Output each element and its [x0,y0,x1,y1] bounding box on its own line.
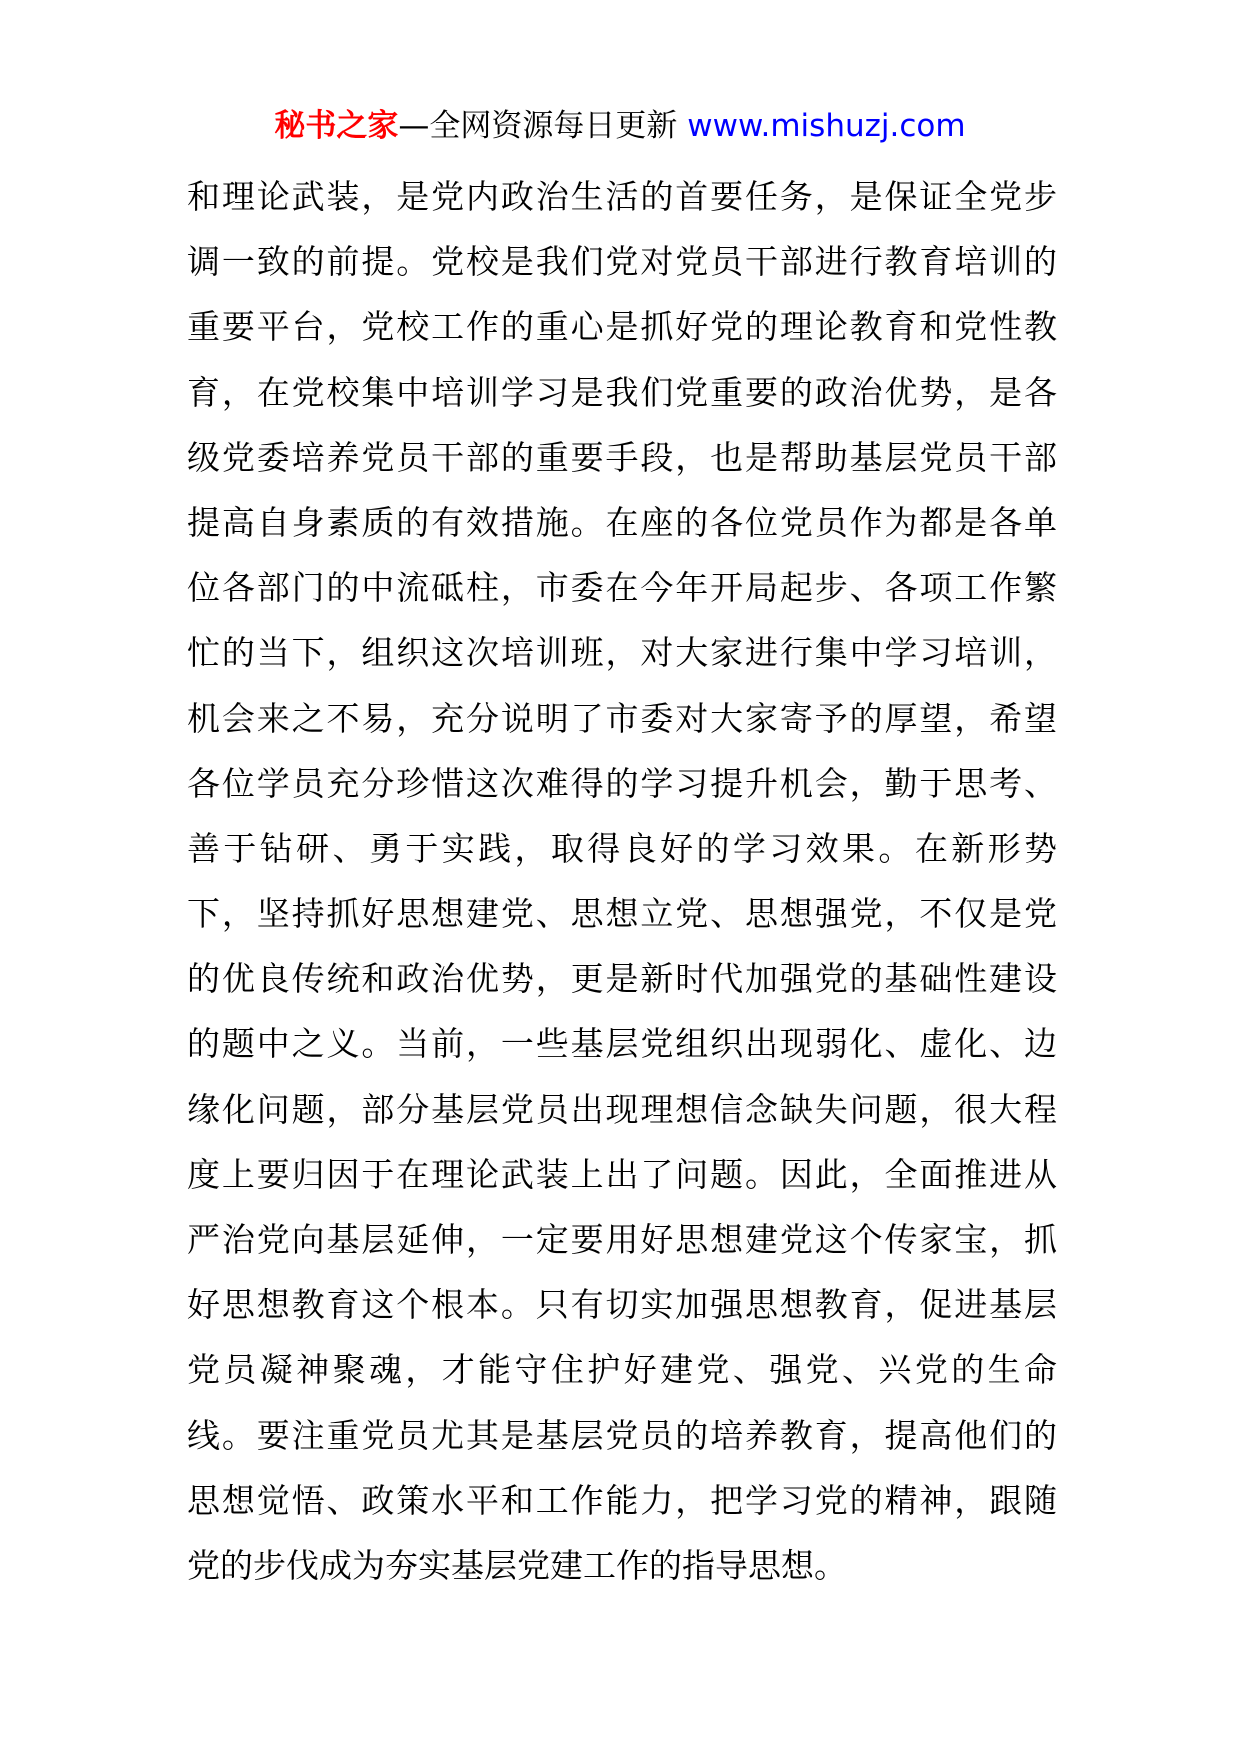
text-line: 好思想教育这个根本。只有切实加强思想教育，促进基层 [187,1285,1057,1325]
text-line: 度上要归因于在理论武装上出了问题。因此，全面推进从 [187,1154,1057,1194]
text-line: 机会来之不易，充分说明了市委对大家寄予的厚望，希望 [187,698,1057,738]
text-line: 调一致的前提。党校是我们党对党员干部进行教育培训的 [187,242,1057,282]
text-line: 忙的当下，组织这次培训班，对大家进行集中学习培训， [187,633,1057,673]
text-line: 各位学员充分珍惜这次难得的学习提升机会，勤于思考、 [187,763,1057,803]
text-line: 缘化问题，部分基层党员出现理想信念缺失问题，很大程 [187,1089,1057,1129]
site-url: www.mishuzj.com [687,108,966,144]
text-line: 下，坚持抓好思想建党、思想立党、思想强党，不仅是党 [187,894,1057,934]
text-line: 严治党向基层延伸，一定要用好思想建党这个传家宝，抓 [187,1220,1057,1259]
text-line: 位各部门的中流砥柱，市委在今年开局起步、各项工作繁 [187,568,1057,608]
body-text [187,164,1057,1598]
text-line: 级党委培养党员干部的重要手段，也是帮助基层党员干部 [187,437,1057,477]
text-line: 党员凝神聚魂，才能守住护好建党、强党、兴党的生命 [187,1350,1057,1390]
text-line: 和理论武装，是党内政治生活的首要任务，是保证全党步 [187,177,1057,216]
text-line: 的优良传统和政治优势，更是新时代加强党的基础性建设 [187,959,1057,999]
text-line: 善于钻研、勇于实践，取得良好的学习效果。在新形势 [187,828,1057,868]
text-line: 的题中之义。当前，一些基层党组织出现弱化、虚化、边 [187,1024,1057,1064]
text-line: 育，在党校集中培训学习是我们党重要的政治优势，是各 [187,372,1057,412]
text-line: 思想觉悟、政策水平和工作能力，把学习党的精神，跟随 [187,1480,1057,1520]
site-tagline: —全网资源每日更新 [398,108,678,144]
text-line: 重要平台，党校工作的重心是抓好党的理论教育和党性教 [187,307,1057,347]
page-header [0,104,1240,148]
text-line: 线。要注重党员尤其是基层党员的培养教育，提高他们的 [187,1415,1057,1455]
site-brand: 秘书之家 [274,108,399,144]
text-line: 提高自身素质的有效措施。在座的各位党员作为都是各单 [187,502,1057,542]
text-line: 党的步伐成为夯实基层党建工作的指导思想。 [187,1545,847,1585]
